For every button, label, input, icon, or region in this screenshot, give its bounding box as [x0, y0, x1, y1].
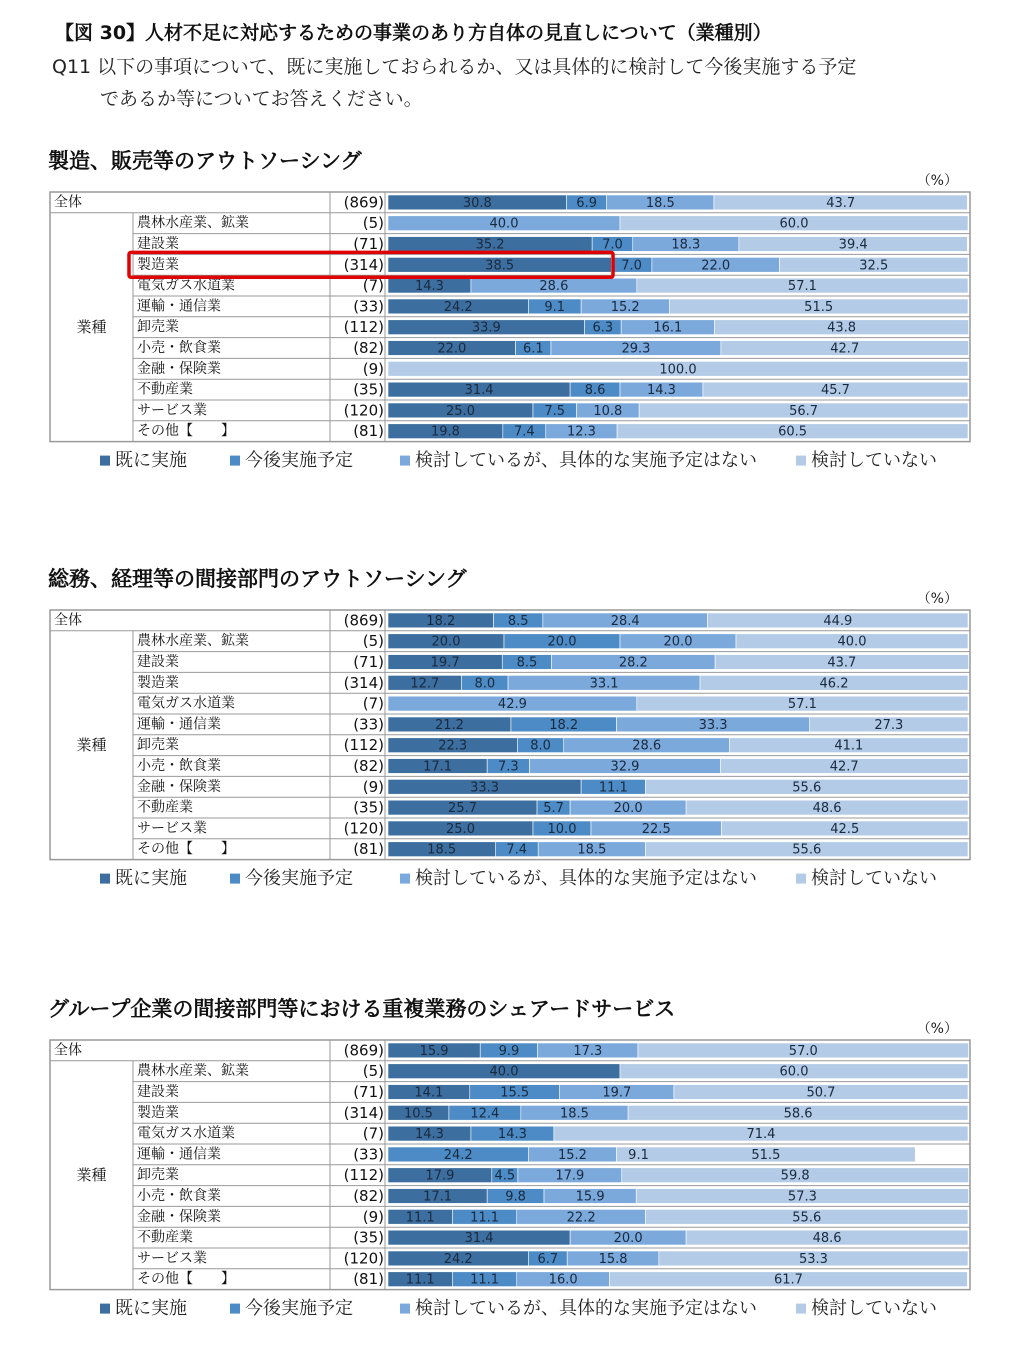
question-line-2: であるか等についてお答えください。	[100, 88, 423, 110]
category-label: 全体	[54, 194, 82, 211]
data-label: 40.0	[489, 1064, 519, 1080]
category-label: 農林水産業、鉱業	[137, 215, 249, 232]
n-label: (5)	[362, 1062, 384, 1081]
data-label: 42.5	[830, 821, 860, 837]
n-label: (71)	[353, 235, 384, 253]
data-label: 55.6	[792, 780, 822, 796]
data-label: 33.3	[698, 717, 728, 733]
data-label: 11.1	[470, 1272, 500, 1288]
data-label: 14.1	[414, 1085, 444, 1101]
legend-label: 検討しているが、具体的な実施予定はない	[415, 1298, 757, 1320]
data-label: 20.0	[431, 634, 461, 650]
data-label: 22.2	[566, 1210, 596, 1226]
data-label: 17.3	[573, 1043, 603, 1059]
data-label: 55.6	[792, 842, 822, 858]
category-label: 卸売業	[137, 737, 179, 754]
category-label: 金融・保険業	[137, 1208, 221, 1225]
data-label: 58.6	[783, 1106, 813, 1122]
data-label: 20.0	[663, 634, 693, 650]
data-label: 45.7	[820, 383, 850, 399]
data-label: 60.0	[779, 1064, 809, 1080]
n-label: (33)	[353, 297, 384, 316]
n-label: (314)	[343, 255, 384, 274]
data-label: 42.7	[830, 341, 860, 357]
data-label: 6.3	[592, 320, 614, 336]
legend-item	[100, 868, 187, 889]
n-label: (112)	[343, 1166, 384, 1185]
data-label: 9.9	[498, 1043, 520, 1059]
data-label: 17.1	[423, 1189, 453, 1205]
data-label: 71.4	[746, 1127, 776, 1143]
data-label: 48.6	[812, 1231, 842, 1247]
legend-swatch	[796, 874, 806, 884]
chart-outsourcing-manufacturing-sales	[0, 137, 1020, 482]
legend-swatch	[400, 456, 410, 466]
data-label: 17.9	[425, 1168, 455, 1184]
n-label: (9)	[362, 1207, 384, 1226]
n-label: (869)	[343, 611, 384, 630]
legend-label: 検討しているが、具体的な実施予定はない	[415, 868, 757, 890]
n-label: (35)	[353, 1228, 384, 1247]
group-label: 業種	[76, 736, 107, 755]
category-label: その他【 】	[137, 1271, 235, 1288]
data-label: 25.7	[448, 801, 478, 817]
category-label: 建設業	[137, 1084, 179, 1100]
legend-swatch	[230, 874, 240, 884]
data-label: 40.0	[489, 216, 519, 232]
data-label: 61.7	[774, 1272, 803, 1288]
data-label: 10.8	[593, 403, 623, 419]
data-label: 30.8	[462, 195, 492, 211]
legend-item	[100, 450, 187, 471]
n-label: (112)	[343, 318, 384, 337]
data-label: 15.2	[557, 1147, 587, 1163]
n-label: (112)	[343, 736, 384, 755]
data-label: 18.5	[645, 195, 675, 211]
data-label: 15.8	[598, 1251, 628, 1267]
data-label: 6.9	[576, 195, 597, 211]
data-label: 7.3	[498, 759, 519, 775]
category-label: 不動産業	[137, 381, 193, 398]
data-label: 18.2	[549, 717, 579, 733]
data-label: 8.5	[516, 655, 538, 671]
data-label: 43.7	[827, 655, 857, 671]
category-label: 建設業	[137, 236, 179, 252]
data-label: 31.4	[464, 383, 494, 399]
data-label: 12.7	[410, 676, 440, 692]
data-label: 22.0	[701, 258, 731, 274]
legend-label: 今後実施予定	[245, 868, 353, 890]
data-label: 29.3	[621, 341, 651, 357]
data-label: 51.5	[804, 299, 834, 315]
legend-item	[796, 868, 937, 889]
legend-label: 既に実施	[115, 868, 187, 890]
data-label: 7.0	[621, 258, 642, 274]
unit-label: （%）	[916, 1021, 958, 1037]
legend-swatch	[230, 1304, 240, 1314]
data-label: 18.5	[577, 842, 607, 858]
legend-swatch	[796, 456, 806, 466]
category-label: 全体	[54, 612, 82, 629]
legend-swatch	[100, 874, 110, 884]
n-label: (7)	[362, 694, 384, 713]
data-label: 31.4	[464, 1231, 494, 1247]
data-label: 10.0	[547, 821, 577, 837]
legend-item	[400, 1298, 757, 1319]
data-label: 10.5	[403, 1106, 433, 1122]
data-label: 48.6	[812, 801, 842, 817]
data-label: 27.3	[874, 717, 904, 733]
data-label: 8.5	[507, 613, 529, 629]
data-label: 9.1	[544, 299, 566, 315]
n-label: (5)	[362, 632, 384, 651]
figure-title: 【図 30】人材不足に対応するための事業のあり方自体の見直しについて（業種別）	[55, 22, 772, 44]
category-label: 農林水産業、鉱業	[137, 1063, 249, 1080]
data-label: 18.3	[671, 237, 701, 253]
data-label: 57.1	[787, 279, 817, 295]
data-label: 57.1	[787, 697, 817, 713]
data-label: 18.5	[427, 842, 457, 858]
category-label: 電気ガス水道業	[137, 695, 235, 712]
chart-title: グループ企業の間接部門等における重複業務のシェアードサービス	[48, 997, 676, 1021]
data-label: 18.5	[559, 1106, 589, 1122]
legend-item	[400, 450, 757, 471]
n-label: (35)	[353, 380, 384, 399]
category-label: 不動産業	[137, 799, 193, 816]
legend-label: 既に実施	[115, 450, 187, 472]
data-label: 11.1	[405, 1210, 435, 1226]
n-label: (120)	[343, 1249, 384, 1268]
data-label: 33.3	[470, 780, 500, 796]
chart-title: 総務、経理等の間接部門のアウトソーシング	[48, 567, 467, 591]
data-label: 42.9	[497, 697, 527, 713]
n-label: (9)	[362, 359, 384, 378]
legend-swatch	[100, 456, 110, 466]
data-label: 6.7	[537, 1251, 559, 1267]
data-label: 44.9	[823, 613, 853, 629]
category-label: 小売・飲食業	[137, 340, 221, 356]
data-label: 57.3	[787, 1189, 817, 1205]
n-label: (5)	[362, 214, 384, 233]
legend-label: 検討していない	[811, 1298, 937, 1320]
data-label: 14.3	[646, 383, 676, 399]
n-label: (81)	[353, 840, 384, 859]
category-label: 運輸・通信業	[137, 298, 221, 315]
data-label: 55.6	[792, 1210, 822, 1226]
data-label: 28.6	[539, 279, 569, 295]
data-label: 28.2	[618, 655, 648, 671]
data-label: 11.1	[598, 780, 628, 796]
data-label: 16.0	[548, 1272, 578, 1288]
legend-label: 既に実施	[115, 1298, 187, 1320]
data-label: 11.1	[470, 1210, 500, 1226]
legend-swatch	[400, 1304, 410, 1314]
data-label: 14.3	[414, 1127, 444, 1143]
data-label: 43.7	[826, 195, 856, 211]
data-label: 25.0	[446, 403, 475, 419]
legend-label: 今後実施予定	[245, 1298, 353, 1320]
data-label: 19.7	[602, 1085, 632, 1101]
category-label: 金融・保険業	[137, 360, 221, 377]
data-label: 42.7	[829, 759, 859, 775]
category-label: 運輸・通信業	[137, 1146, 221, 1163]
data-label: 43.8	[827, 320, 857, 336]
data-label: 25.0	[446, 821, 475, 837]
category-label: 卸売業	[137, 1167, 179, 1184]
data-label: 41.1	[834, 738, 864, 754]
n-label: (81)	[353, 422, 384, 441]
data-label: 57.0	[788, 1043, 818, 1059]
n-label: (7)	[362, 276, 384, 295]
data-label: 6.1	[522, 341, 544, 357]
data-label: 50.7	[806, 1085, 836, 1101]
data-label: 16.1	[653, 320, 683, 336]
data-label: 35.2	[475, 237, 505, 253]
data-label: 46.2	[819, 676, 849, 692]
data-label: 22.5	[641, 821, 671, 837]
data-label: 15.9	[575, 1189, 605, 1205]
data-label: 22.0	[437, 341, 467, 357]
n-label: (82)	[353, 1187, 384, 1205]
data-label: 15.5	[500, 1085, 530, 1101]
category-label: 建設業	[137, 654, 179, 670]
n-label: (7)	[362, 1124, 384, 1143]
legend-item	[100, 1298, 187, 1319]
data-label: 20.0	[547, 634, 577, 650]
data-label: 5.7	[543, 801, 564, 817]
data-label: 32.9	[610, 759, 640, 775]
data-label: 17.9	[555, 1168, 585, 1184]
category-label: 電気ガス水道業	[137, 1125, 235, 1142]
n-label: (314)	[343, 1103, 384, 1122]
data-label: 51.5	[751, 1147, 781, 1163]
category-label: その他【 】	[137, 841, 235, 858]
category-label: 製造業	[137, 256, 179, 273]
data-label: 20.0	[613, 1231, 643, 1247]
n-label: (9)	[362, 777, 384, 796]
data-label: 12.3	[566, 424, 596, 440]
data-label: 8.6	[584, 383, 606, 399]
chart-group-shared-services	[0, 985, 1020, 1345]
category-label: 製造業	[137, 1104, 179, 1121]
chart-title: 製造、販売等のアウトソーシング	[48, 149, 362, 173]
legend-label: 検討していない	[811, 450, 937, 472]
category-label: 小売・飲食業	[137, 758, 221, 774]
data-label: 100.0	[659, 362, 697, 378]
category-label: 製造業	[137, 674, 179, 691]
legend-item	[796, 1298, 937, 1319]
unit-label: （%）	[916, 591, 958, 607]
data-label: 9.8	[505, 1189, 526, 1205]
category-label: サービス業	[137, 402, 207, 419]
n-label: (314)	[343, 673, 384, 692]
data-label: 33.1	[589, 676, 619, 692]
legend-item	[400, 868, 757, 889]
category-label: 不動産業	[137, 1229, 193, 1246]
legend-swatch	[100, 1304, 110, 1314]
legend-swatch	[230, 456, 240, 466]
data-label: 24.2	[443, 1251, 473, 1267]
data-label: 18.2	[426, 613, 456, 629]
n-label: (120)	[343, 401, 384, 420]
data-label: 33.9	[471, 320, 501, 336]
category-label: 卸売業	[137, 319, 179, 336]
data-label: 8.0	[530, 738, 551, 754]
data-label: 14.3	[414, 279, 444, 295]
legend-swatch	[400, 874, 410, 884]
question-text	[52, 51, 992, 115]
data-label: 40.0	[837, 634, 867, 650]
n-label: (81)	[353, 1270, 384, 1289]
data-label: 11.1	[405, 1272, 435, 1288]
legend-item	[230, 868, 353, 889]
category-label: サービス業	[137, 1250, 207, 1267]
data-label: 24.2	[443, 299, 473, 315]
unit-label: （%）	[916, 173, 958, 189]
data-label: 22.3	[438, 738, 468, 754]
data-label: 28.6	[632, 738, 662, 754]
data-label: 8.0	[474, 676, 496, 692]
category-label: 運輸・通信業	[137, 716, 221, 733]
data-label: 60.5	[778, 424, 808, 440]
n-label: (82)	[353, 757, 384, 775]
legend-item	[230, 1298, 353, 1319]
data-label: 7.4	[513, 424, 535, 440]
n-label: (33)	[353, 1145, 384, 1164]
category-label: 金融・保険業	[137, 778, 221, 795]
n-label: (120)	[343, 819, 384, 838]
data-label: 15.2	[610, 299, 640, 315]
n-label: (869)	[343, 193, 384, 212]
category-label: サービス業	[137, 820, 207, 837]
legend-item	[796, 450, 937, 471]
group-label: 業種	[76, 1166, 107, 1185]
data-label: 59.8	[780, 1168, 810, 1184]
chart-outsourcing-indirect-departments	[0, 555, 1020, 910]
question-line-1: Q11 以下の事項について、既に実施しておられるか、又は具体的に検討して今後実施する予定	[52, 56, 857, 78]
category-label: 電気ガス水道業	[137, 277, 235, 294]
category-label: 小売・飲食業	[137, 1188, 221, 1204]
n-label: (82)	[353, 339, 384, 357]
legend-swatch	[796, 1304, 806, 1314]
n-label: (35)	[353, 798, 384, 817]
data-label: 56.7	[789, 403, 819, 419]
data-label: 39.4	[838, 237, 868, 253]
data-label: 14.3	[497, 1127, 527, 1143]
data-label: 53.3	[798, 1251, 828, 1267]
data-label: 60.0	[779, 216, 809, 232]
data-label: 32.5	[859, 258, 889, 274]
group-label: 業種	[76, 318, 107, 337]
data-label: 38.5	[485, 258, 515, 274]
category-label: その他【 】	[137, 423, 235, 440]
data-label: 20.0	[613, 801, 643, 817]
legend-item	[230, 450, 353, 471]
n-label: (869)	[343, 1041, 384, 1060]
data-label: 19.8	[430, 424, 460, 440]
data-label: 17.1	[423, 759, 453, 775]
legend-label: 今後実施予定	[245, 450, 353, 472]
data-label: 7.4	[506, 842, 528, 858]
data-label: 12.4	[470, 1106, 500, 1122]
data-label: 7.5	[544, 403, 566, 419]
data-label: 19.7	[430, 655, 460, 671]
n-label: (71)	[353, 653, 384, 671]
legend-label: 検討しているが、具体的な実施予定はない	[415, 450, 757, 472]
category-label: 農林水産業、鉱業	[137, 633, 249, 650]
data-label: 15.9	[419, 1043, 449, 1059]
legend-label: 検討していない	[811, 868, 937, 890]
data-label: 4.5	[494, 1168, 516, 1184]
category-label: 全体	[54, 1042, 82, 1059]
n-label: (33)	[353, 715, 384, 734]
data-label: 24.2	[443, 1147, 473, 1163]
data-label: 9.1	[628, 1147, 649, 1163]
data-label: 21.2	[435, 717, 464, 733]
n-label: (71)	[353, 1083, 384, 1101]
data-label: 7.0	[602, 237, 623, 253]
data-label: 28.4	[610, 613, 640, 629]
